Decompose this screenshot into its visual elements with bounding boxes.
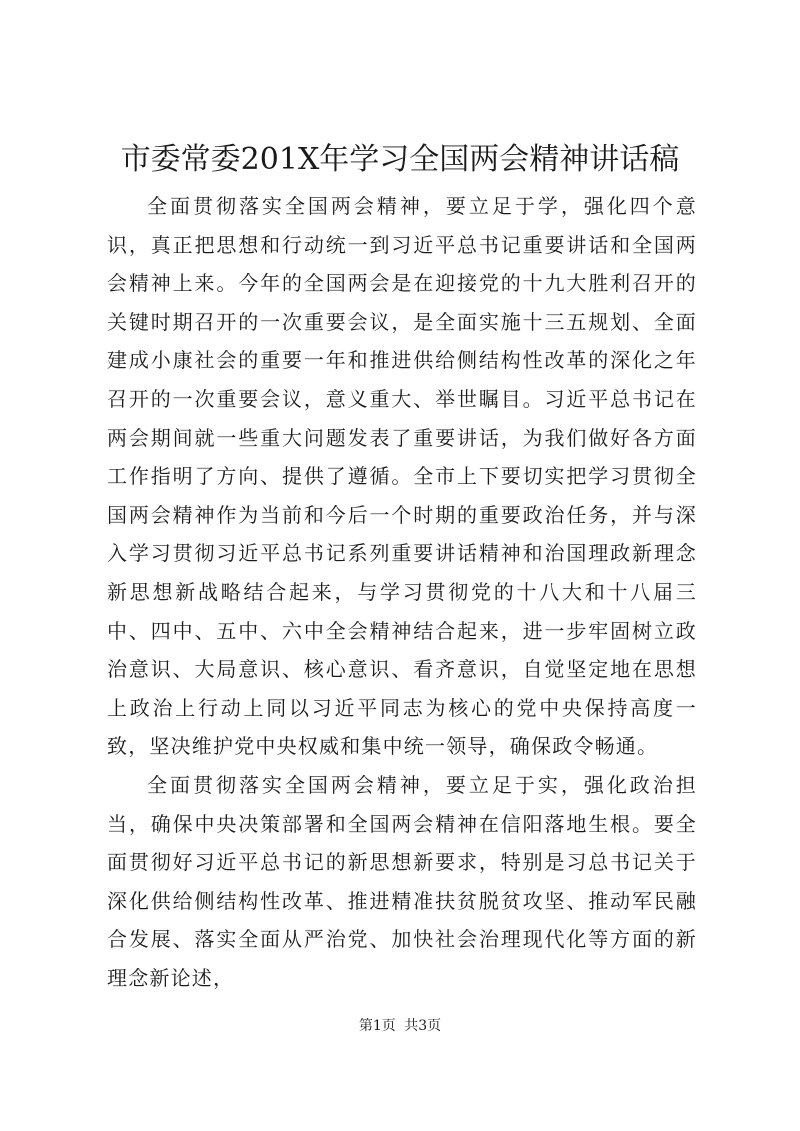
page-number: 第1页 [358,1018,396,1034]
page-footer [0,1016,800,1036]
document-body [107,187,697,997]
page-total: 共3页 [404,1018,442,1034]
paragraph-2: 全面贯彻落实全国两会精神，要立足于实，强化政治担当，确保中央决策部署和全国两会精神在信阳落地生根。要全面贯彻好习近平总书记的新思想新要求，特别是习总书记关于深化供给侧结构性改革、推进精准扶贫脱贫攻坚、推动军民融合发展、落实全面从严治党、加快社会治理现代化等方面的新理念新论述， [107,772,697,990]
document-title: 市委常委201X年学习全国两会精神讲话稿 [120,142,680,177]
paragraph-1: 全面贯彻落实全国两会精神，要立足于学，强化四个意识，真正把思想和行动统一到习近平总书记重要讲话和全国两会精神上来。今年的全国两会是在迎接党的十九大胜利召开的关键时期召开的一次重要会议，是全面实施十三五规划、全面建成小康社会的重要一年和推进供给侧结构性改革的深化之年召开的一次重要会议，意义重大、举世瞩目。习近平总书记在两会期间就一些重大问题发表了重要讲话，为我们做好各方面工作指明了方向、提供了遵循。全市上下要切实把学习贯彻全国两会精神作为当前和今后一个时期的重要政治任务，并与深入学习贯彻习近平总书记系列重要讲话精神和治国理政新理念新思想新战略结合起来，与学习贯彻党的十八大和十八届三中、四中、五中、六中全会精神结合起来，进一步牢固树立政治意识、大局意识、核心意识、看齐意识，自觉坚定地在思想上政治上行动上同以习近平同志为核心的党中央保持高度一致，坚决维护党中央权威和集中统一领导，确保政令畅通。 [107,194,697,759]
